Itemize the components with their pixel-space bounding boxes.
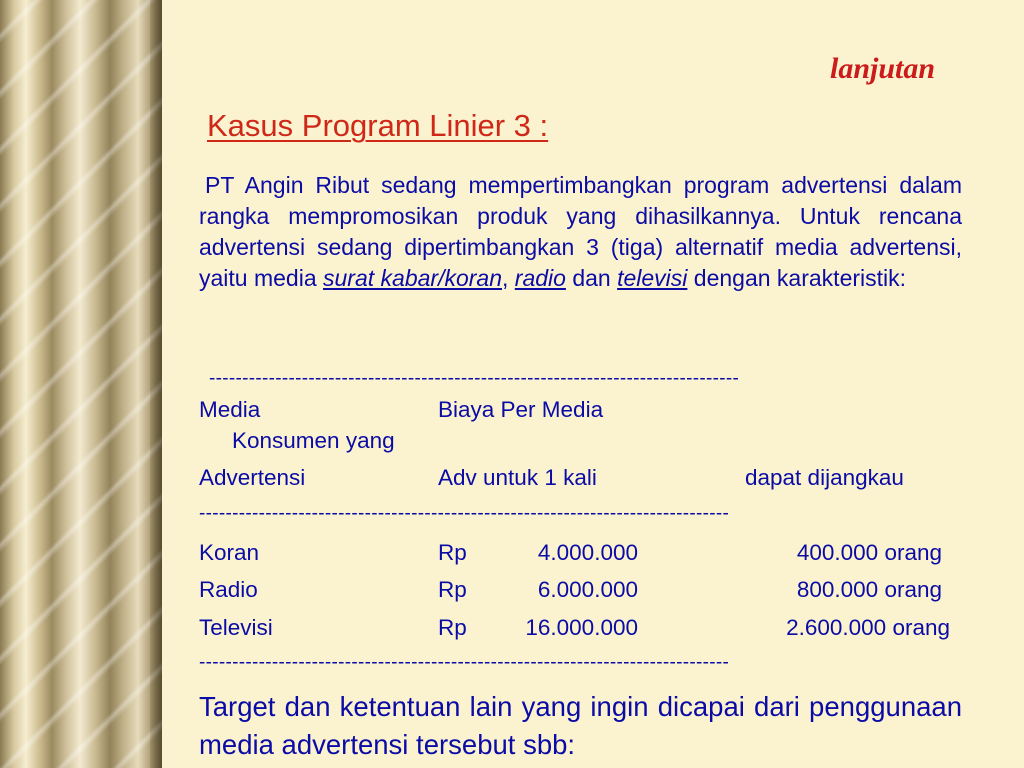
corner-title: lanjutan xyxy=(830,52,936,85)
row-media-radio: Radio xyxy=(199,577,258,602)
header-media: Media xyxy=(199,397,261,422)
intro-separator-1: , xyxy=(502,265,515,291)
intro-text-after: dengan karakteristik: xyxy=(687,265,907,291)
divider-top: -------------------------------------------------------------------------------- xyxy=(209,368,740,389)
row-reach-televisi: 2.600.000 orang xyxy=(786,615,950,640)
row-currency-koran: Rp xyxy=(438,540,467,565)
header-advertensi: Advertensi xyxy=(199,465,306,490)
target-paragraph: Target dan ketentuan lain yang ingin dicapai dari penggunaan media advertensi tersebut sbb: xyxy=(199,691,962,760)
row-currency-radio: Rp xyxy=(438,577,467,602)
row-currency-televisi: Rp xyxy=(438,615,467,640)
row-reach-koran: 400.000 orang xyxy=(796,540,942,565)
decorative-pillar xyxy=(0,0,162,768)
header-konsumen: Konsumen yang xyxy=(232,428,395,453)
header-dapat-dijangkau: dapat dijangkau xyxy=(745,465,904,490)
row-media-koran: Koran xyxy=(199,540,260,565)
intro-separator-2: dan xyxy=(565,265,618,291)
slide-title xyxy=(207,108,548,144)
row-cost-televisi: 16.000.000 xyxy=(525,615,638,640)
intro-paragraph xyxy=(199,170,962,294)
intro-text-before: PT Angin Ribut sedang mempertimbangkan program advertensi dalam rangka mempromosikan produk yang dihasilkannya. Untuk rencana advertensi sedang dipertimbangkan 3 (tiga) alternatif media advertensi, yaitu media xyxy=(199,172,962,291)
row-media-televisi: Televisi xyxy=(199,615,273,640)
link-televisi[interactable]: televisi xyxy=(617,265,688,291)
link-surat-kabar[interactable]: surat kabar/koran xyxy=(323,265,502,291)
header-adv-sekali: Adv untuk 1 kali xyxy=(438,465,597,490)
divider-bottom: -------------------------------------------------------------------------------- xyxy=(199,652,730,673)
row-cost-radio: 6.000.000 xyxy=(537,577,638,602)
link-radio[interactable]: radio xyxy=(514,265,566,291)
header-biaya: Biaya Per Media xyxy=(438,397,604,422)
slide-title-text: Kasus Program Linier 3 : xyxy=(207,108,549,143)
row-cost-koran: 4.000.000 xyxy=(537,540,638,565)
row-reach-radio: 800.000 orang xyxy=(796,577,942,602)
divider-middle: -------------------------------------------------------------------------------- xyxy=(199,503,730,524)
